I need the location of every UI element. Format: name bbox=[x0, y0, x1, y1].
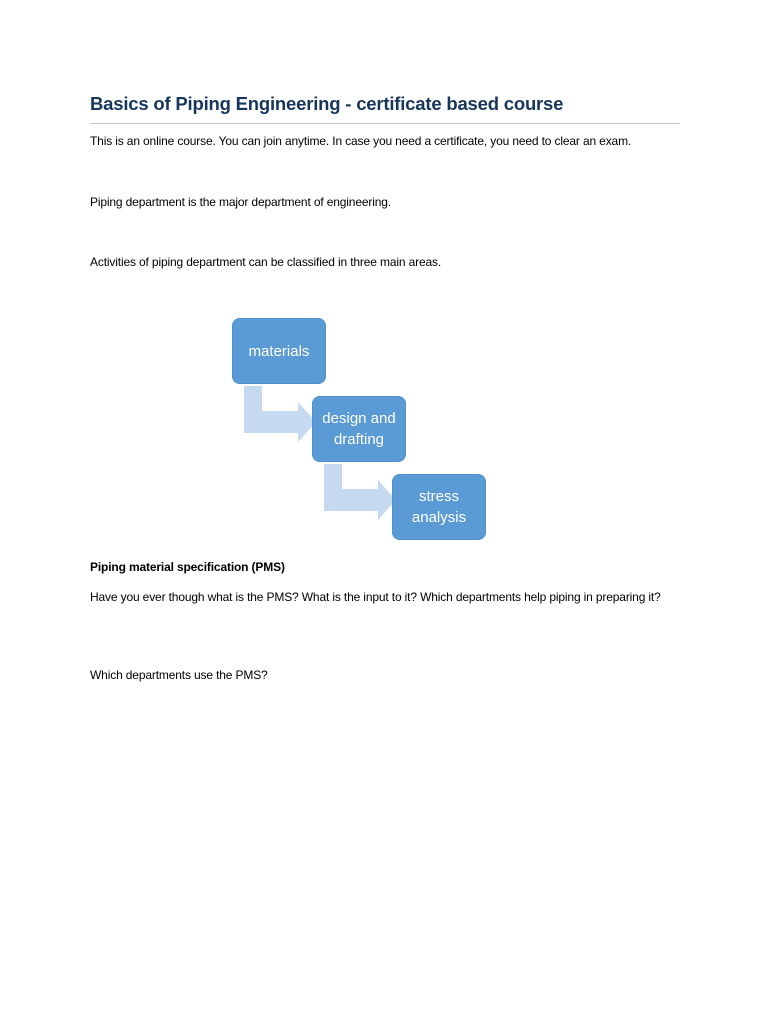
activities-paragraph: Activities of piping department can be classified in three main areas. bbox=[90, 255, 442, 269]
process-flow-diagram bbox=[230, 316, 492, 546]
bent-arrow-icon bbox=[322, 464, 398, 522]
step-materials: materials bbox=[232, 318, 326, 384]
step-design-and-drafting: design and drafting bbox=[312, 396, 406, 462]
bent-arrow-icon bbox=[242, 386, 318, 444]
piping-department-paragraph: Piping department is the major department of engineering. bbox=[90, 195, 391, 209]
intro-paragraph: This is an online course. You can join anytime. In case you need a certificate, you need to clear an exam. bbox=[90, 134, 632, 148]
step-stress-analysis: stress analysis bbox=[392, 474, 486, 540]
pms-heading: Piping material specification (PMS) bbox=[90, 560, 285, 574]
pms-questions-paragraph: Have you ever though what is the PMS? What is the input to it? Which departments help piping in preparing it? bbox=[90, 590, 661, 604]
title-divider bbox=[90, 123, 680, 124]
pms-usage-paragraph: Which departments use the PMS? bbox=[90, 668, 268, 682]
document-title: Basics of Piping Engineering - certificate based course bbox=[90, 93, 564, 114]
